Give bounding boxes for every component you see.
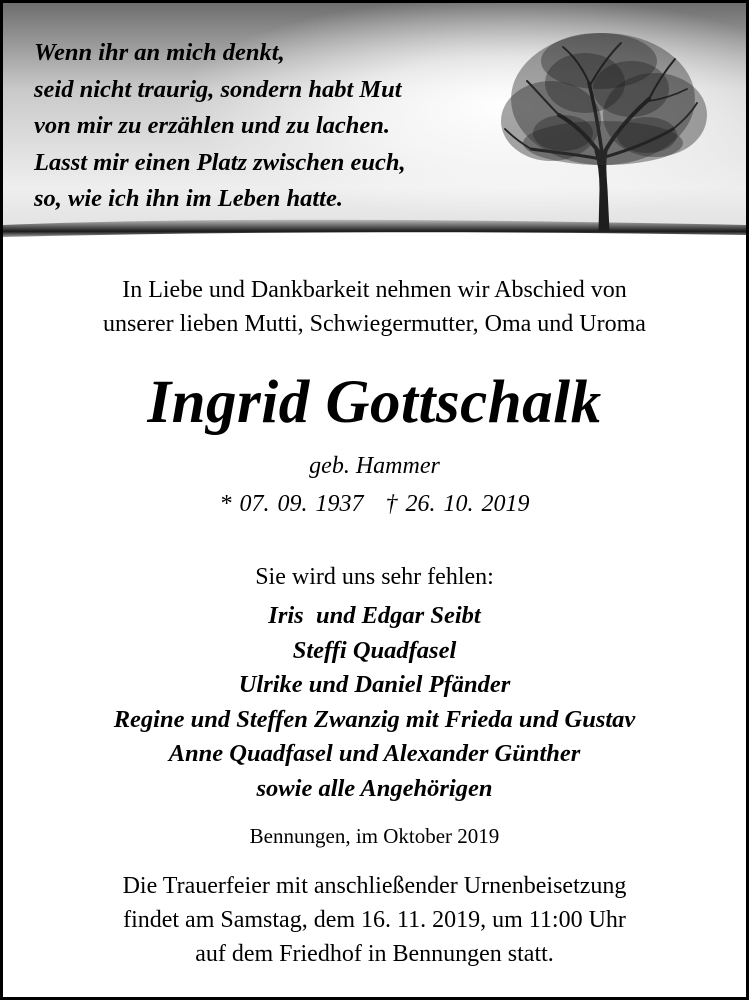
place-date: Bennungen, im Oktober 2019 [249, 824, 500, 848]
poem-line: seid nicht traurig, sondern habt Mut [34, 75, 402, 103]
mourner-name: Iris und Edgar Seibt [268, 602, 481, 629]
header-banner [3, 3, 746, 249]
mourner-name: Regine und Steffen Zwanzig mit Frieda und Gustav [113, 705, 636, 733]
ceremony-info [3, 869, 746, 971]
ceremony-line: auf dem Friedhof in Bennungen statt. [195, 941, 554, 967]
ceremony-line: findet am Samstag, dem 16. 11. 2019, um 11:00 Uhr [123, 907, 626, 933]
mourner-name: Anne Quadfasel und Alexander Günther [168, 740, 581, 767]
birth-date: * 07. 09. 1937 [219, 491, 364, 517]
intro-line: unserer lieben Mutti, Schwiegermutter, Oma und Uroma [103, 311, 646, 337]
intro-line: In Liebe und Dankbarkeit nehmen wir Abschied von [122, 277, 627, 303]
death-date: † 26. 10. 2019 [385, 491, 530, 517]
mourner-name: Steffi Quadfasel [292, 636, 457, 664]
poem-line: von mir zu erzählen und zu lachen. [34, 112, 391, 139]
mourners-list [3, 599, 746, 806]
deceased-name: Ingrid Gottschalk [147, 369, 602, 436]
mourners-heading: Sie wird uns sehr fehlen: [255, 564, 494, 590]
ceremony-line: Die Trauerfeier mit anschließender Urnenbeisetzung [122, 873, 627, 899]
poem-line: so, wie ich ihn im Leben hatte. [34, 185, 343, 212]
intro-text [3, 273, 746, 341]
poem-line: Lasst mir einen Platz zwischen euch, [34, 148, 406, 176]
poem-line: Wenn ihr an mich denkt, [34, 39, 285, 66]
life-dates [3, 487, 746, 521]
poem-text [34, 35, 406, 218]
maiden-name: geb. Hammer [309, 453, 440, 479]
mourner-name: sowie alle Angehörigen [256, 774, 493, 802]
mourner-name: Ulrike und Daniel Pfänder [238, 671, 511, 698]
